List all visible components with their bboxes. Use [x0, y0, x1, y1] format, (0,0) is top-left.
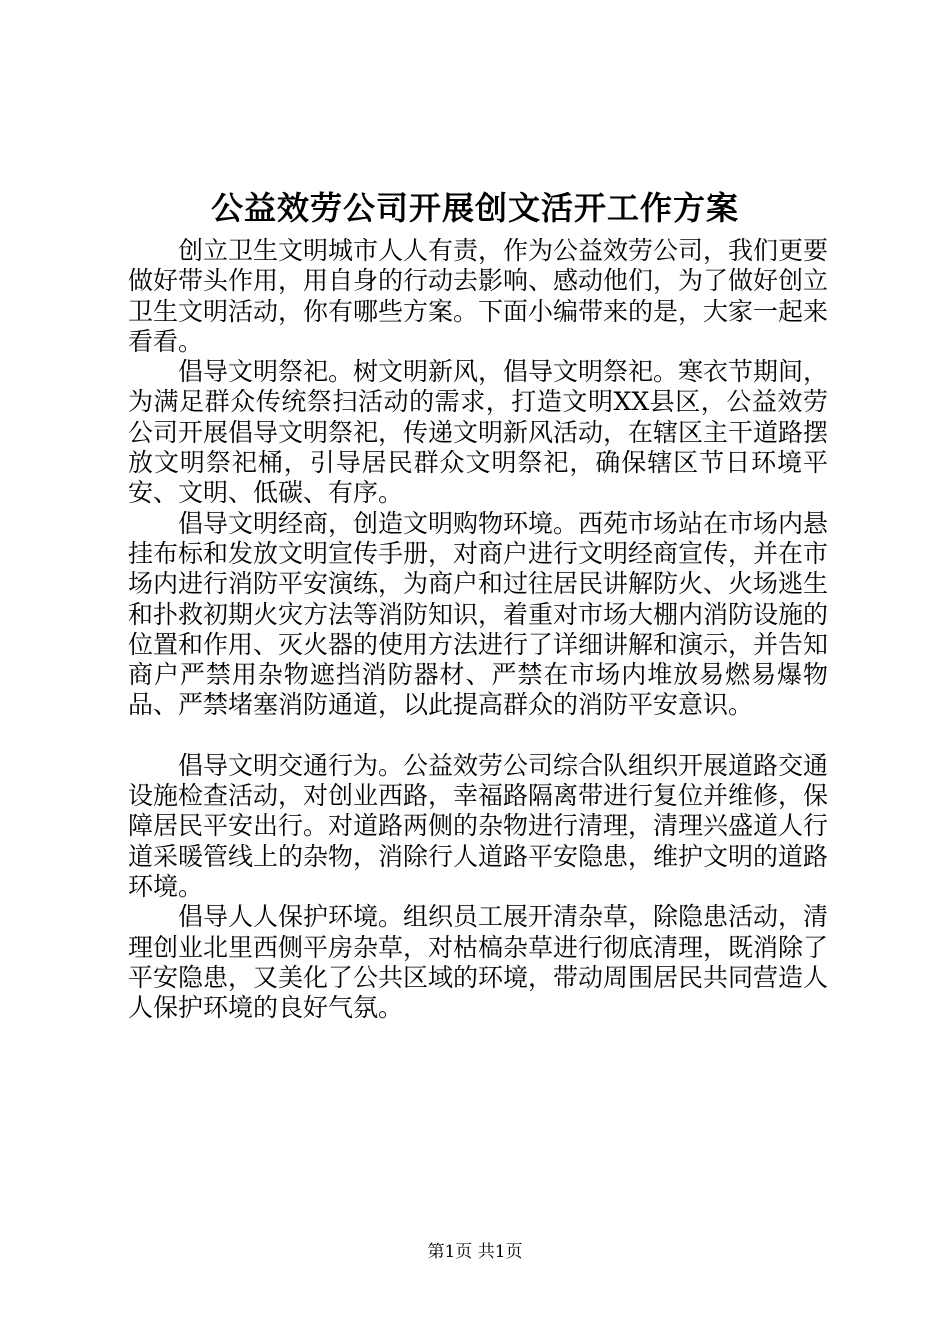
page-number-footer: 第1页 共1页	[427, 1242, 523, 1262]
document-body	[128, 236, 828, 1023]
paragraph-sacrifice: 倡导文明祭祀。树文明新风，倡导文明祭祀。寒衣节期间，为满足群众传统祭扫活动的需求，打造文明XX县区，公益效劳公司开展倡导文明祭祀，传递文明新风活动，在辖区主干道路摆放文明祭祀桶，引导居民群众文明祭祀，确保辖区节日环境平安、文明、低碳、有序。	[128, 357, 829, 508]
paragraph-business: 倡导文明经商，创造文明购物环境。西苑市场站在市场内悬挂布标和发放文明宣传手册，对商户进行文明经商宣传，并在市场内进行消防平安演练，为商户和过往居民讲解防火、火场逃生和扑救初期火灾方法等消防知识，着重对市场大棚内消防设施的位置和作用、灭火器的使用方法进行了详细讲解和演示，并告知商户严禁用杂物遮挡消防器材、严禁在市场内堆放易燃易爆物品、严禁堵塞消防通道，以此提高群众的消防平安意识。	[128, 508, 829, 720]
paragraph-environment: 倡导人人保护环境。组织员工展开清杂草，除隐患活动，清理创业北里西侧平房杂草，对枯槁杂草进行彻底清理，既消除了平安隐患，又美化了公共区域的环境，带动周围居民共同营造人人保护环境的良好气氛。	[128, 902, 829, 1023]
document-title: 公益效劳公司开展创文活开工作方案	[210, 189, 739, 227]
paragraph-intro: 创立卫生文明城市人人有责，作为公益效劳公司，我们更要做好带头作用，用自身的行动去影响、感动他们，为了做好创立卫生文明活动，你有哪些方案。下面小编带来的是，大家一起来看看。	[128, 236, 829, 356]
paragraph-traffic: 倡导文明交通行为。公益效劳公司综合队组织开展道路交通设施检查活动，对创业西路，幸福路隔离带进行复位并维修，保障居民平安出行。对道路两侧的杂物进行清理，清理兴盛道人行道采暖管线上的杂物，消除行人道路平安隐患，维护文明的道路环境。	[128, 750, 829, 901]
